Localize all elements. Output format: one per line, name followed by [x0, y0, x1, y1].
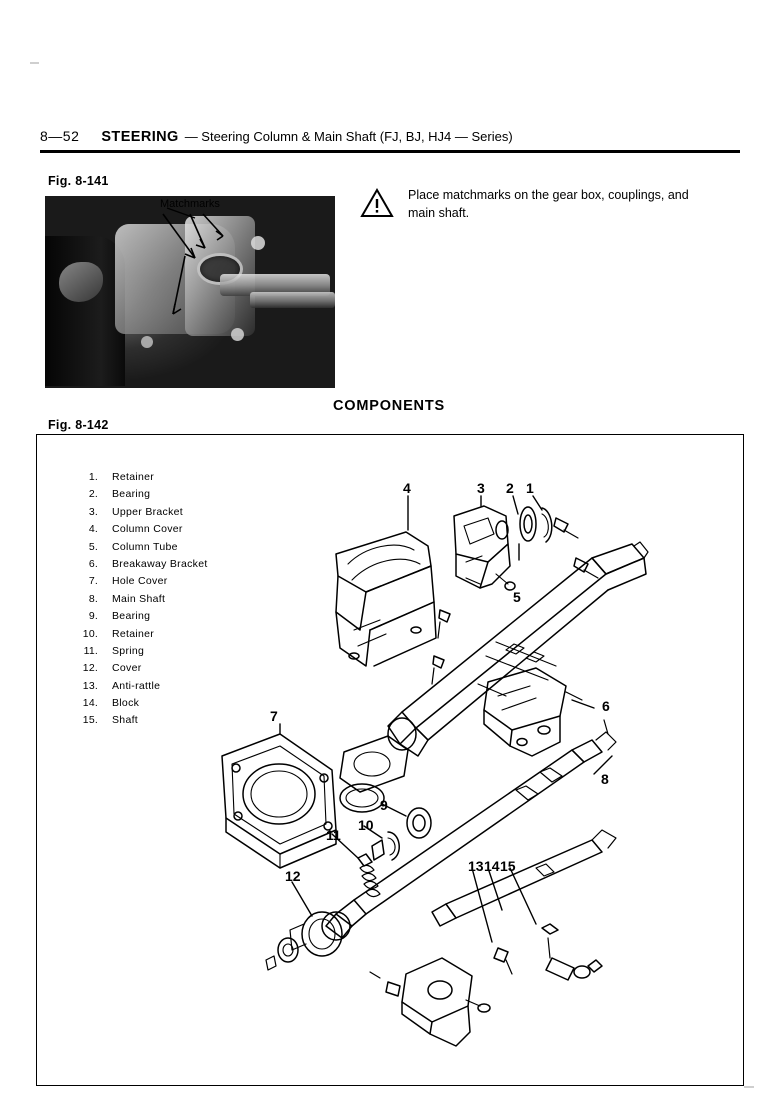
- part-label: Cover: [112, 662, 142, 675]
- part-label: Retainer: [112, 471, 155, 483]
- part-gasket-plate: [340, 736, 408, 792]
- exploded-assembly-drawing: [36, 434, 742, 1084]
- callout-12: 12: [285, 868, 301, 884]
- part-number: 2.: [88, 488, 98, 501]
- part-label: Block: [112, 697, 140, 710]
- part-column-tube: [388, 542, 648, 756]
- part-label: Breakaway Bracket: [112, 557, 208, 570]
- photo-annotation-matchmarks: Matchmarks: [160, 198, 220, 210]
- callout-leader-lines: [280, 496, 612, 942]
- part-label: Column Tube: [112, 540, 178, 553]
- section-subtitle: — Steering Column & Main Shaft (FJ, BJ, HJ4 — Series): [184, 129, 513, 144]
- part-upper-bracket: [454, 506, 515, 590]
- callout-7: 7: [270, 708, 278, 724]
- photo-bolt-lower: [231, 328, 244, 341]
- callout-6: 6: [602, 698, 610, 714]
- part-label: Shaft: [112, 714, 139, 727]
- callout-14: 14: [484, 858, 500, 874]
- caution-note: [360, 186, 690, 222]
- part-hole-cover: [222, 734, 336, 868]
- callout-13: 13: [468, 858, 484, 874]
- part-number: 9.: [88, 610, 98, 623]
- photo-shaft-extension: [250, 292, 335, 308]
- part-retainer-10: [372, 832, 399, 860]
- part-anti-rattle-13: [494, 948, 512, 974]
- page-header: [40, 128, 740, 145]
- components-heading: COMPONENTS: [333, 398, 445, 414]
- part-bearing-9: [407, 808, 431, 838]
- photo-bolt-upper: [251, 236, 265, 250]
- callout-3: 3: [477, 480, 485, 496]
- callout-2: 2: [506, 480, 514, 496]
- scan-artifact: [30, 62, 39, 64]
- part-bearing-2: [520, 507, 536, 541]
- part-label: Column Cover: [112, 523, 183, 536]
- part-column-cover: [336, 532, 436, 666]
- page-number: 8—52: [40, 128, 80, 144]
- part-label: Spring: [112, 644, 145, 657]
- part-spring-11: [358, 854, 380, 897]
- part-label: Main Shaft: [112, 592, 166, 605]
- photo-shadow-region: [45, 236, 125, 386]
- part-number: 10.: [82, 627, 98, 640]
- part-lower-coupling: [370, 958, 490, 1046]
- part-number: 6.: [88, 557, 98, 570]
- part-number: 3.: [88, 505, 98, 518]
- header-divider: [40, 150, 740, 153]
- scan-artifact: [744, 1086, 754, 1088]
- part-label: Bearing: [112, 610, 151, 623]
- callout-4: 4: [403, 480, 411, 496]
- part-lower-shaft: [432, 830, 616, 926]
- callout-10: 10: [358, 817, 374, 833]
- part-number: 11.: [83, 644, 98, 657]
- part-label: Hole Cover: [112, 575, 168, 588]
- part-number: 15.: [82, 714, 98, 727]
- figure-label-8-142: Fig. 8-142: [48, 418, 109, 432]
- callout-11: 11: [326, 827, 341, 843]
- part-number: 7.: [88, 575, 98, 588]
- part-number: 1.: [88, 471, 98, 483]
- callout-15: 15: [500, 858, 516, 874]
- callout-1: 1: [526, 480, 534, 496]
- warning-triangle-icon: [360, 188, 394, 218]
- callout-8: 8: [601, 771, 609, 787]
- photo-steering-gearbox: [45, 196, 335, 388]
- part-number: 13.: [82, 679, 98, 692]
- callout-5: 5: [513, 589, 521, 605]
- part-number: 4.: [88, 523, 98, 536]
- part-label: Retainer: [112, 627, 155, 640]
- part-label: Anti-rattle: [112, 679, 161, 692]
- part-label: Upper Bracket: [112, 505, 184, 518]
- part-block-14: [542, 924, 602, 980]
- part-label: Bearing: [112, 488, 151, 501]
- photo-bolt-left: [141, 336, 153, 348]
- section-title: STEERING: [101, 129, 179, 145]
- part-number: 14.: [82, 697, 98, 710]
- part-retainer-1: [542, 508, 578, 542]
- figure-label-8-141: Fig. 8-141: [48, 174, 109, 188]
- caution-text: Place matchmarks on the gear box, couplings, and main shaft.: [408, 188, 689, 221]
- part-number: 12.: [82, 662, 98, 675]
- part-number: 8.: [88, 592, 98, 605]
- part-number: 5.: [88, 540, 98, 553]
- callout-9: 9: [380, 797, 388, 813]
- part-o-ring: [340, 784, 384, 812]
